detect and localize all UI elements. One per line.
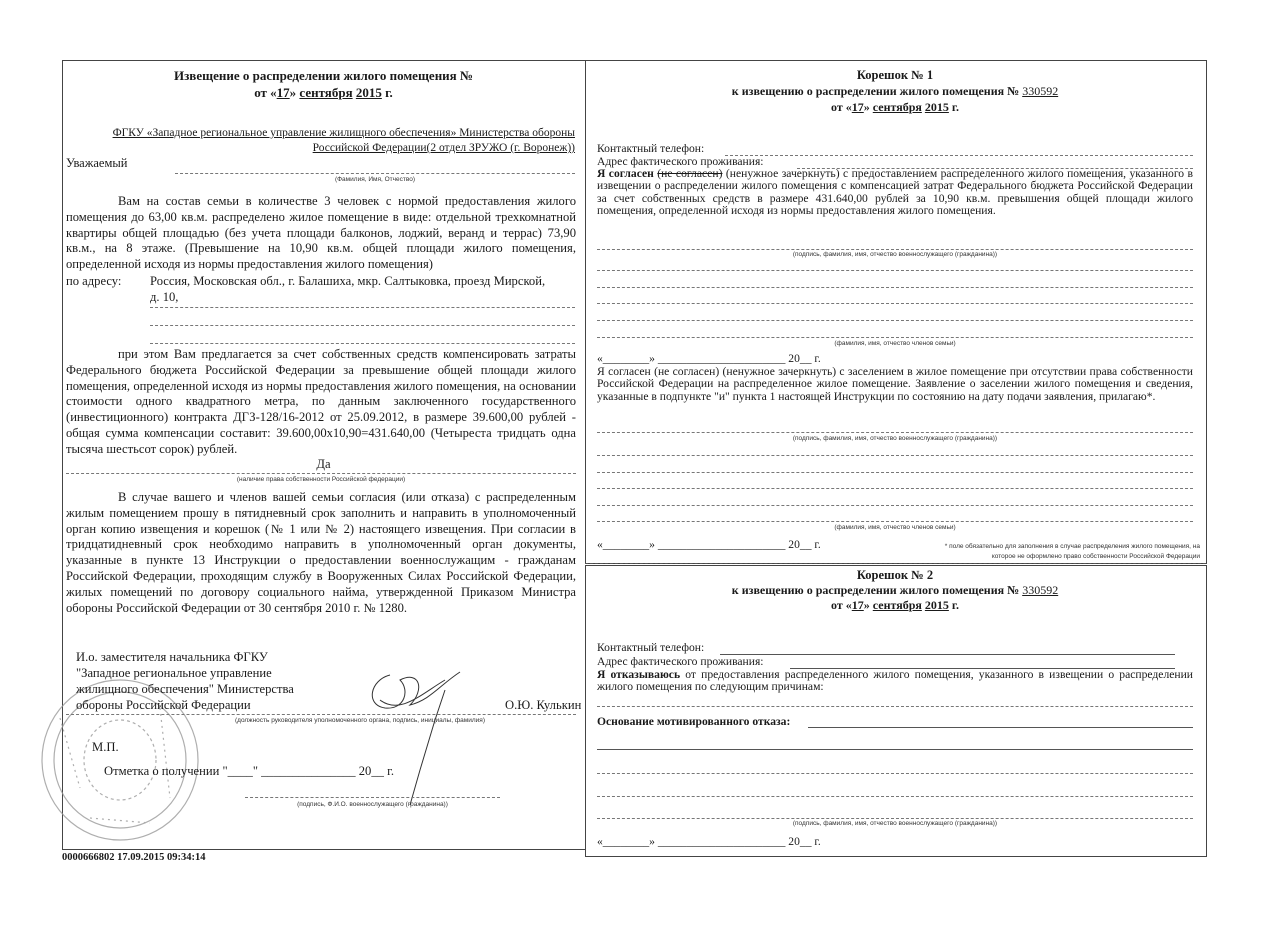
consent-bold: Я согласен bbox=[597, 167, 654, 180]
family-caption: (фамилия, имя, отчество членов семьи) bbox=[834, 340, 956, 347]
allocation-paragraph: Вам на состав семьи в количестве 3 человек с нормой предоставления жилого помещения до 63,00 кв.м. распределено жилое помещение в виде: отдельной трехкомнатной квартиры общей площадью (без учета площади балконов, лоджий, веранд и террас) 73,90 кв.м., на 8 этаже. (Превышение на 10,90 кв.м. общей площади жилого помещения, определенной исходя из нормы предоставления жилого помещения) bbox=[66, 194, 576, 272]
settlement-paragraph: Я согласен (не согласен) (ненужное зачеркнуть) с заселением в жилое помещение при отсутствии права собственности Российской Федерации на распределенное жилое помещение. Заявление о заселении жилого помещения и сведения, указанные в подпункте "и" пункта 1 настоящей Инструкции по состоянию на дату подачи заявления, прилагаю*. bbox=[597, 365, 1193, 403]
reason-field[interactable] bbox=[597, 706, 1193, 707]
date-day: 17 bbox=[851, 100, 864, 114]
salutation: Уважаемый bbox=[66, 156, 128, 170]
stub2-title: Корешок № 2 bbox=[856, 568, 934, 582]
date-day: 17 bbox=[851, 598, 864, 612]
address-line-1: Россия, Московская обл., г. Балашиха, мкр. Салтыковка, проезд Мирской, bbox=[150, 274, 546, 288]
address-rule bbox=[150, 307, 575, 308]
family-caption: (фамилия, имя, отчество членов семьи) bbox=[834, 524, 956, 531]
signatory-name: О.Ю. Кулькин bbox=[505, 698, 582, 712]
address-label: Адрес фактического проживания: bbox=[597, 655, 764, 668]
ownership-caption: (наличие права собственности Российской федерации) bbox=[236, 476, 406, 483]
ownership-value: Да bbox=[316, 457, 331, 471]
notice-title: Извещение о распределении жилого помещения № bbox=[173, 68, 474, 83]
date-mid: » bbox=[863, 598, 870, 612]
signature-caption: (подпись, фамилия, имя, отчество военнослужащего (гражданина)) bbox=[792, 435, 998, 442]
signatory-line: И.о. заместителя начальника ФГКУ bbox=[76, 650, 268, 664]
notice-date bbox=[62, 85, 585, 101]
consent-struck: (не согласен) bbox=[657, 167, 723, 180]
notice-number: 330592 bbox=[1022, 583, 1059, 597]
phone-field[interactable] bbox=[720, 654, 1175, 655]
date-month: сентября bbox=[299, 85, 353, 100]
consent-text: (ненужное зачеркнуть) с предоставлением распределенного жилого помещения, указанного в извещении о распределении жилого помещения с компенсацией затрат Федерального бюджета Российской Федерации за счет собственных средств в размере 431.640,00 рублей за 10,90 кв.м. превышения общей площади жилого помещения, определенной исходя из нормы предоставления жилого помещения. bbox=[597, 167, 1193, 218]
subtitle-text: к извещению о распределении жилого помещения № bbox=[731, 583, 1020, 597]
family-field[interactable] bbox=[597, 270, 1193, 271]
notice-number: 330592 bbox=[1022, 84, 1059, 98]
address-line-2: д. 10, bbox=[150, 290, 179, 304]
family-field[interactable] bbox=[597, 320, 1193, 321]
date-month: сентября bbox=[872, 100, 922, 114]
family-field[interactable] bbox=[597, 472, 1193, 473]
date-prefix: от « bbox=[831, 100, 852, 114]
ownership-line bbox=[66, 473, 576, 474]
signature-field[interactable] bbox=[597, 249, 1193, 250]
date-prefix: от « bbox=[831, 598, 852, 612]
signatory-line-rule bbox=[66, 714, 576, 715]
signature-icon bbox=[350, 660, 490, 810]
date-prefix: от « bbox=[254, 85, 277, 100]
stub1-title: Корешок № 1 bbox=[856, 68, 934, 82]
date-year: 2015 bbox=[355, 85, 382, 100]
name-line bbox=[175, 173, 575, 174]
compensation-paragraph: при этом Вам предлагается за счет собственных средств компенсировать затраты Федерального бюджета Российской Федерации за превышение общей площади жилого помещения, определенной исходя из нормы предоставления жилого помещения, на основании стоимости одного квадратного метра, по данным заключенного государственного (инвестиционного) контракта ДГЗ-128/16-2012 от 25.09.2012, в размере 39.600,00 рублей - общая сумма компенсации составит: 39.600,00х10,90=431.640,00 (Четыреста тридцать одна тысяча шестьсот сорок) рублей. bbox=[66, 347, 576, 456]
signature-field[interactable] bbox=[597, 818, 1193, 819]
signatory-caption: (должность руководителя уполномоченного органа, подпись, инициалы, фамилия) bbox=[235, 717, 485, 724]
date-line: «________» ______________________ 20__ г. bbox=[597, 538, 821, 551]
signature-caption: (подпись, фамилия, имя, отчество военнослужащего (гражданина)) bbox=[792, 251, 998, 258]
address-rule bbox=[150, 325, 575, 326]
date-month: сентября bbox=[872, 598, 922, 612]
instructions-paragraph: В случае вашего и членов вашей семьи согласия (или отказа) с распределенным жилым помещением прошу в пятидневный срок заполнить и направить в уполномоченный орган копию извещения и корешок (№ 1 или № 2) настоящего извещения. При согласии в тридцатидневный срок необходимо направить в уполномоченный орган документы, указанные в пункте 13 Инструкции о предоставлении военнослужащим - гражданам Российской Федерации, проходящим службу в Вооруженных Силах Российской Федерации, жилых помещений по договору социального найма, утвержденной Приказом Министра обороны Российской Федерации от 30 сентября 2010 г. № 1280. bbox=[66, 490, 576, 615]
stub2-date bbox=[585, 598, 1205, 613]
footnote-line-2: которое не оформлено право собственности Российской Федерации bbox=[991, 553, 1200, 560]
stub1-subtitle bbox=[585, 84, 1205, 99]
signatory-line: жилищного обеспечения" Министерства bbox=[76, 682, 294, 696]
date-year: 2015 bbox=[924, 100, 949, 114]
address-rule bbox=[150, 343, 575, 344]
reason-field[interactable] bbox=[597, 796, 1193, 797]
date-suffix: г. bbox=[385, 85, 393, 100]
refusal-bold: Я отказываюсь bbox=[597, 668, 681, 681]
stamp-label: М.П. bbox=[92, 740, 119, 754]
refusal-text: от предоставления распределенного жилого помещения, указанного в извещении о распределении жилого помещения по следующим причинам: bbox=[597, 668, 1193, 694]
signatory-line: обороны Российской Федерации bbox=[76, 698, 251, 712]
receipt-mark: Отметка о получении "____" _______________ 20__ г. bbox=[104, 764, 394, 778]
family-field[interactable] bbox=[597, 287, 1193, 288]
receipt-rule bbox=[245, 797, 500, 798]
org-line-2: Российской Федерации(2 отдел ЗРУЖО (г. Воронеж)) bbox=[312, 142, 575, 154]
date-suffix: г. bbox=[951, 100, 959, 114]
signatory-line: "Западное региональное управление bbox=[76, 666, 272, 680]
address-label: Адрес фактического проживания: bbox=[597, 155, 764, 168]
consent-paragraph bbox=[597, 168, 1193, 218]
receipt-caption: (подпись, Ф.И.О. военнослужащего (гражданина)) bbox=[297, 801, 448, 808]
family-field[interactable] bbox=[597, 521, 1193, 522]
signature-field[interactable] bbox=[597, 432, 1193, 433]
reason-field[interactable] bbox=[597, 749, 1193, 750]
signature-caption: (подпись, фамилия, имя, отчество военнослужащего (гражданина)) bbox=[792, 820, 998, 827]
date-day: 17 bbox=[276, 85, 290, 100]
reason-label: Основание мотивированного отказа: bbox=[597, 715, 791, 728]
stub2-subtitle bbox=[585, 583, 1205, 598]
date-line: «________» ______________________ 20__ г. bbox=[597, 352, 821, 365]
reason-field[interactable] bbox=[808, 727, 1193, 728]
date-suffix: г. bbox=[951, 598, 959, 612]
name-caption: (Фамилия, Имя, Отчество) bbox=[334, 176, 416, 183]
family-field[interactable] bbox=[597, 455, 1193, 456]
family-field[interactable] bbox=[597, 488, 1193, 489]
reason-field[interactable] bbox=[597, 773, 1193, 774]
phone-label: Контактный телефон: bbox=[597, 641, 705, 654]
date-year: 2015 bbox=[924, 598, 949, 612]
date-line: «________» ______________________ 20__ г. bbox=[597, 835, 821, 848]
subtitle-text: к извещению о распределении жилого помещения № bbox=[731, 84, 1020, 98]
refusal-paragraph bbox=[597, 669, 1193, 694]
footer-id: 0000666802 17.09.2015 09:34:14 bbox=[62, 852, 206, 863]
org-line-1: ФГКУ «Западное региональное управление жилищного обеспечения» Министерства обороны bbox=[112, 127, 575, 139]
stub1-date bbox=[585, 100, 1205, 115]
fold-line bbox=[585, 563, 1206, 564]
address-label: по адресу: bbox=[66, 274, 122, 288]
phone-field[interactable] bbox=[725, 155, 1193, 156]
family-field[interactable] bbox=[597, 337, 1193, 338]
date-mid: » bbox=[289, 85, 297, 100]
phone-label: Контактный телефон: bbox=[597, 142, 705, 155]
footnote-line-1: * поле обязательно для заполнения в случае распределения жилого помещения, на bbox=[944, 543, 1200, 550]
family-field[interactable] bbox=[597, 303, 1193, 304]
family-field[interactable] bbox=[597, 505, 1193, 506]
date-mid: » bbox=[863, 100, 870, 114]
